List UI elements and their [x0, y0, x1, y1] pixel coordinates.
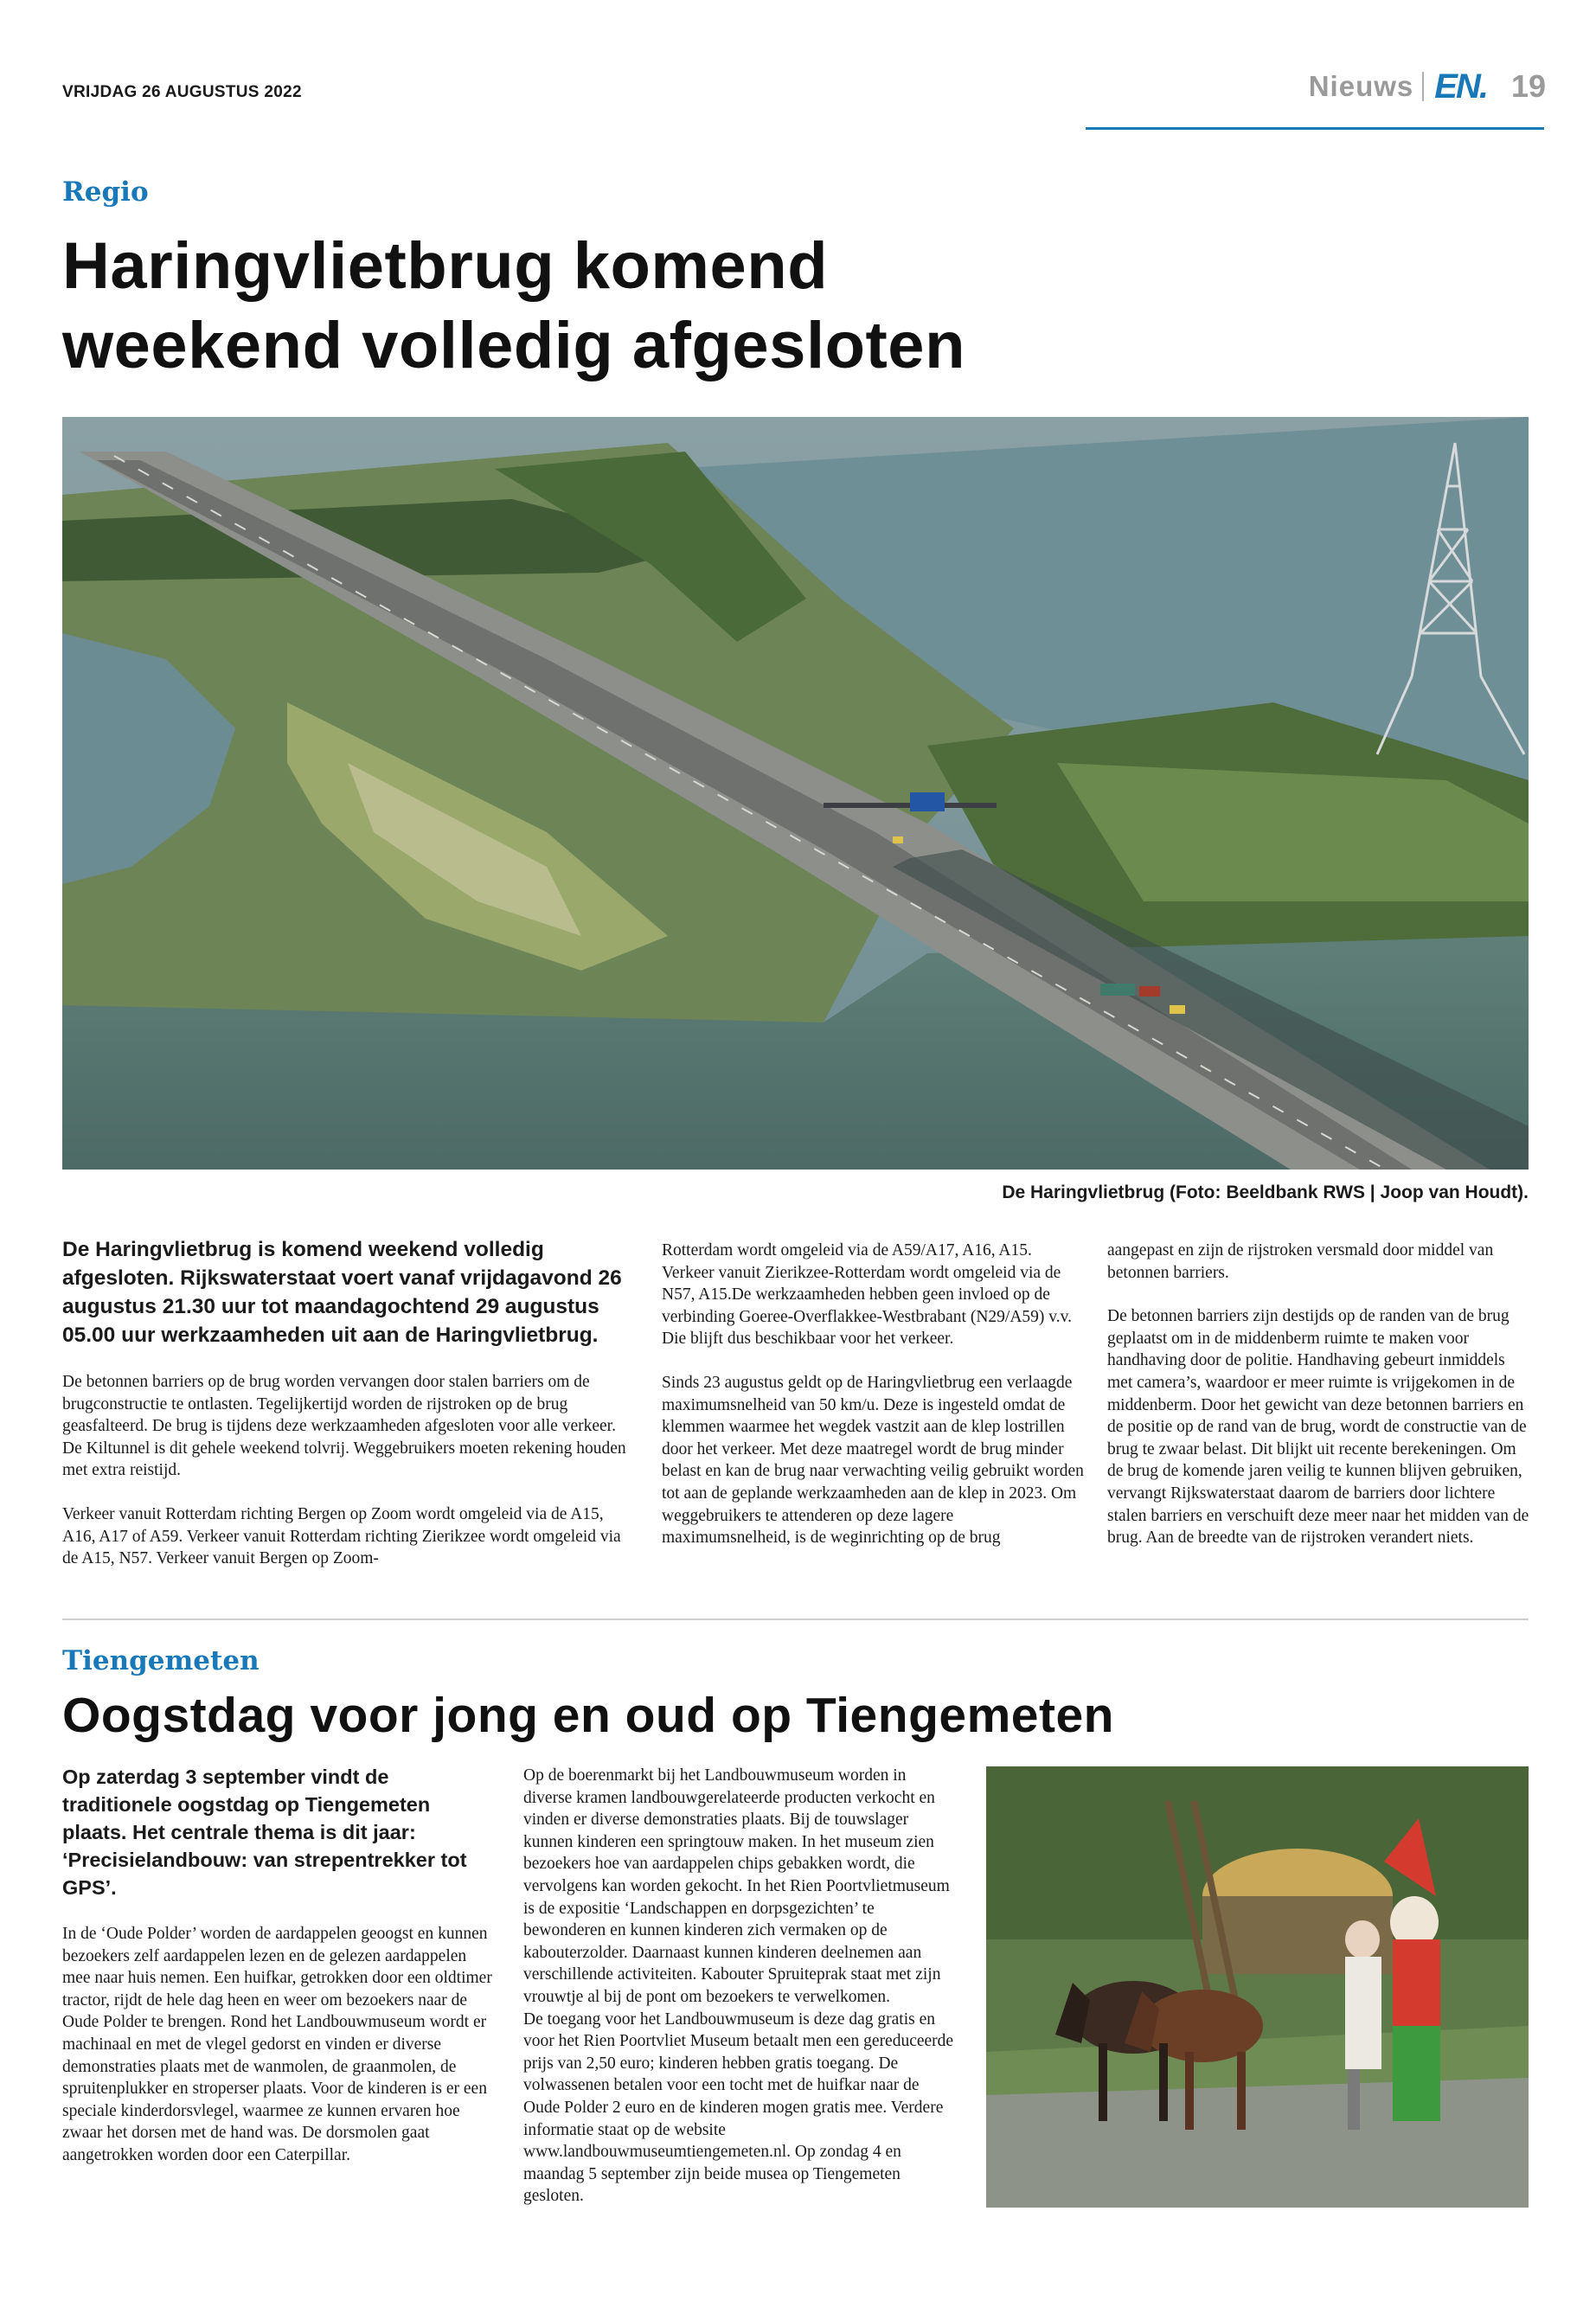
article1-kicker[interactable]: Regio	[62, 176, 149, 208]
harvest-day-photo	[986, 1766, 1529, 2208]
article1-lead: De Haringvlietbrug is komend weekend volledig afgesloten. Rijkswaterstaat voert vanaf vrijdagavond 26 augustus 21.30 uur tot maandagochtend 29 augustus 05.00 uur werkzaamheden uit aan de Haringvlietbrug.	[62, 1238, 622, 1347]
page-number: 19	[1510, 68, 1546, 104]
article-divider	[62, 1618, 1529, 1620]
paragraph: De toegang voor het Landbouwmuseum is deze dag gratis en voor het Rien Poortvliet Museum betaalt men een gereduceerde prijs van 2,50 euro; kinderen hebben gratis toegang. De volwassenen betalen voor een tocht met de huifkar naar de Oude Polder 2 euro en de kinderen mogen gratis mee. Verdere informatie staat op de website www.landbouwmuseumtiengemeten.nl. Op zondag 4 en maandag 5 september zijn beide musea op Tiengemeten gesloten.	[523, 2009, 954, 2206]
paragraph: De betonnen barriers op de brug worden vervangen door stalen barriers om de brugconstructie te ontlasten. Tegelijkertijd worden de rijstroken op de brug geasfalteerd. De brug is tijdens deze werkzaamheden afgesloten voor alle verkeer. De Kiltunnel is dit gehele weekend tolvrij. Weggebruikers moeten rekening houden met extra reistijd.	[62, 1373, 626, 1480]
haringvlietbrug-aerial-photo	[62, 417, 1529, 1170]
issue-date: VRIJDAG 26 AUGUSTUS 2022	[62, 83, 302, 101]
paragraph: aangepast en zijn de rijstroken versmald door middel van betonnen barriers.	[1107, 1241, 1494, 1282]
section-label[interactable]: Nieuws	[1308, 70, 1414, 102]
en-logo[interactable]: EN.	[1434, 67, 1487, 106]
page-header	[1309, 66, 1546, 107]
headline-line: weekend volledig afgesloten	[62, 309, 965, 382]
article2-kicker[interactable]: Tiengemeten	[62, 1645, 260, 1676]
paragraph: Rotterdam wordt omgeleid via de A59/A17, A16, A15. Verkeer vanuit Zierikzee-Rotterdam wordt omgeleid via de N57, A15.De werkzaamheden hebben geen invloed op de verbinding Goeree-Overflakkee-Westbrabant (N29/A59) v.v. Die blijft dus beschikbaar voor het verkeer.	[662, 1241, 1073, 1349]
article2-column-2	[523, 1765, 956, 2229]
paragraph: Op de boerenmarkt bij het Landbouwmuseum worden in diverse kramen landbouwgerelateerde producten verkocht en vinden er diverse demonstraties plaats. Bij de touwslager kunnen kinderen een springtouw maken. In het museum zien bezoekers hoe van aardappelen chips gebakken wordt, die vervolgens kan worden gekocht. In het Rien Poortvlietmuseum is de expositie ‘Landschappen en dorpsgezichten’ te bewonderen en kunnen kinderen zich vermaken op de kabouterzolder. Daarnaast kunnen kinderen deelnemen aan verschillende activiteiten. Kabouter Spruiteprak staat met zijn vrouwtje al bij de pont om bezoekers te verwelkomen.	[523, 1766, 950, 2006]
article1-column-1	[62, 1235, 631, 1592]
paragraph: In de ‘Oude Polder’ worden de aardappelen geoogst en kunnen bezoekers zelf aardappelen lezen en de gelezen aardappelen mee naar huis nemen. Een huifkar, getrokken door een oldtimer tractor, rijdt de hele dag heen en weer om bezoekers naar de Oude Polder te brengen. Rond het Landbouwmuseum wordt er machinaal en met de vlegel gedorst en vinden er diverse demonstraties plaats met de wanmolen, de graanmolen, de spruitenplukker en stroperser plaats. Voor de kinderen is er een speciale kinderdorsvlegel, waarmee ze kunnen ervaren hoe zwaar het dorsen met de hand was. De dorsmolen gaat aangetrokken worden door een Caterpillar.	[62, 1925, 492, 2164]
paragraph: Verkeer vanuit Rotterdam richting Bergen op Zoom wordt omgeleid via de A15, A16, A17 of A59. Verkeer vanuit Rotterdam richting Zierikzee wordt omgeleid via de A15, N57. Verkeer vanuit Bergen op Zoom-	[62, 1504, 621, 1568]
horse-cart-illustration	[986, 1766, 1529, 2208]
headline-line: Haringvlietbrug komend	[62, 229, 829, 303]
article1-headline	[62, 227, 1273, 386]
article1-column-3	[1107, 1240, 1531, 1571]
article1-column-2	[662, 1240, 1086, 1571]
aerial-photo-illustration	[62, 417, 1529, 1170]
article2-column-1	[62, 1763, 495, 2189]
header-separator	[1422, 72, 1424, 101]
header-rule	[1086, 127, 1544, 130]
article2-headline: Oogstdag voor jong en oud op Tiengemeten	[62, 1688, 1114, 1743]
paragraph: De betonnen barriers zijn destijds op de randen van de brug geplaatst om in de middenberm ruimte te maken voor handhaving door de politie. Handhaving gebeurt inmiddels met camera’s, waardoor er meer ruimte is vrijgekomen in de middenberm. Door het gewicht van deze betonnen barriers en de positie op de rand van de brug, wordt de constructie van de brug te zwaar belast. Dit blijkt uit recente berekeningen. Om de brug de komende jaren veilig te kunnen blijven gebruiken, vervangt Rijkswaterstaat daarom de barriers door lichtere stalen barriers en verschuift deze meer naar het midden van de brug. Aan de breedte van de rijstroken verandert niets.	[1107, 1307, 1529, 1548]
paragraph: Sinds 23 augustus geldt op de Haringvlietbrug een verlaagde maximumsnelheid van 50 km/u. Deze is ingesteld omdat de klemmen waarmee het wegdek vastzit aan de klep lostrillen door het verkeer. Met deze maatregel wordt de brug minder belast en kan de brug naar verwachting veilig gebruikt worden tot aan de geplande werkzaamheden aan de klep in 2023. Om weggebruikers te attenderen op deze lagere maximumsnelheid, is de weginrichting op de brug	[662, 1373, 1084, 1548]
article2-lead: Op zaterdag 3 september vindt de traditionele oogstdag op Tiengemeten plaats. Het centrale thema is dit jaar: ‘Precisielandbouw: van strepentrekker tot GPS’.	[62, 1766, 467, 1899]
article1-photo-caption: De Haringvlietbrug (Foto: Beeldbank RWS | Joop van Houdt).	[1002, 1183, 1529, 1202]
